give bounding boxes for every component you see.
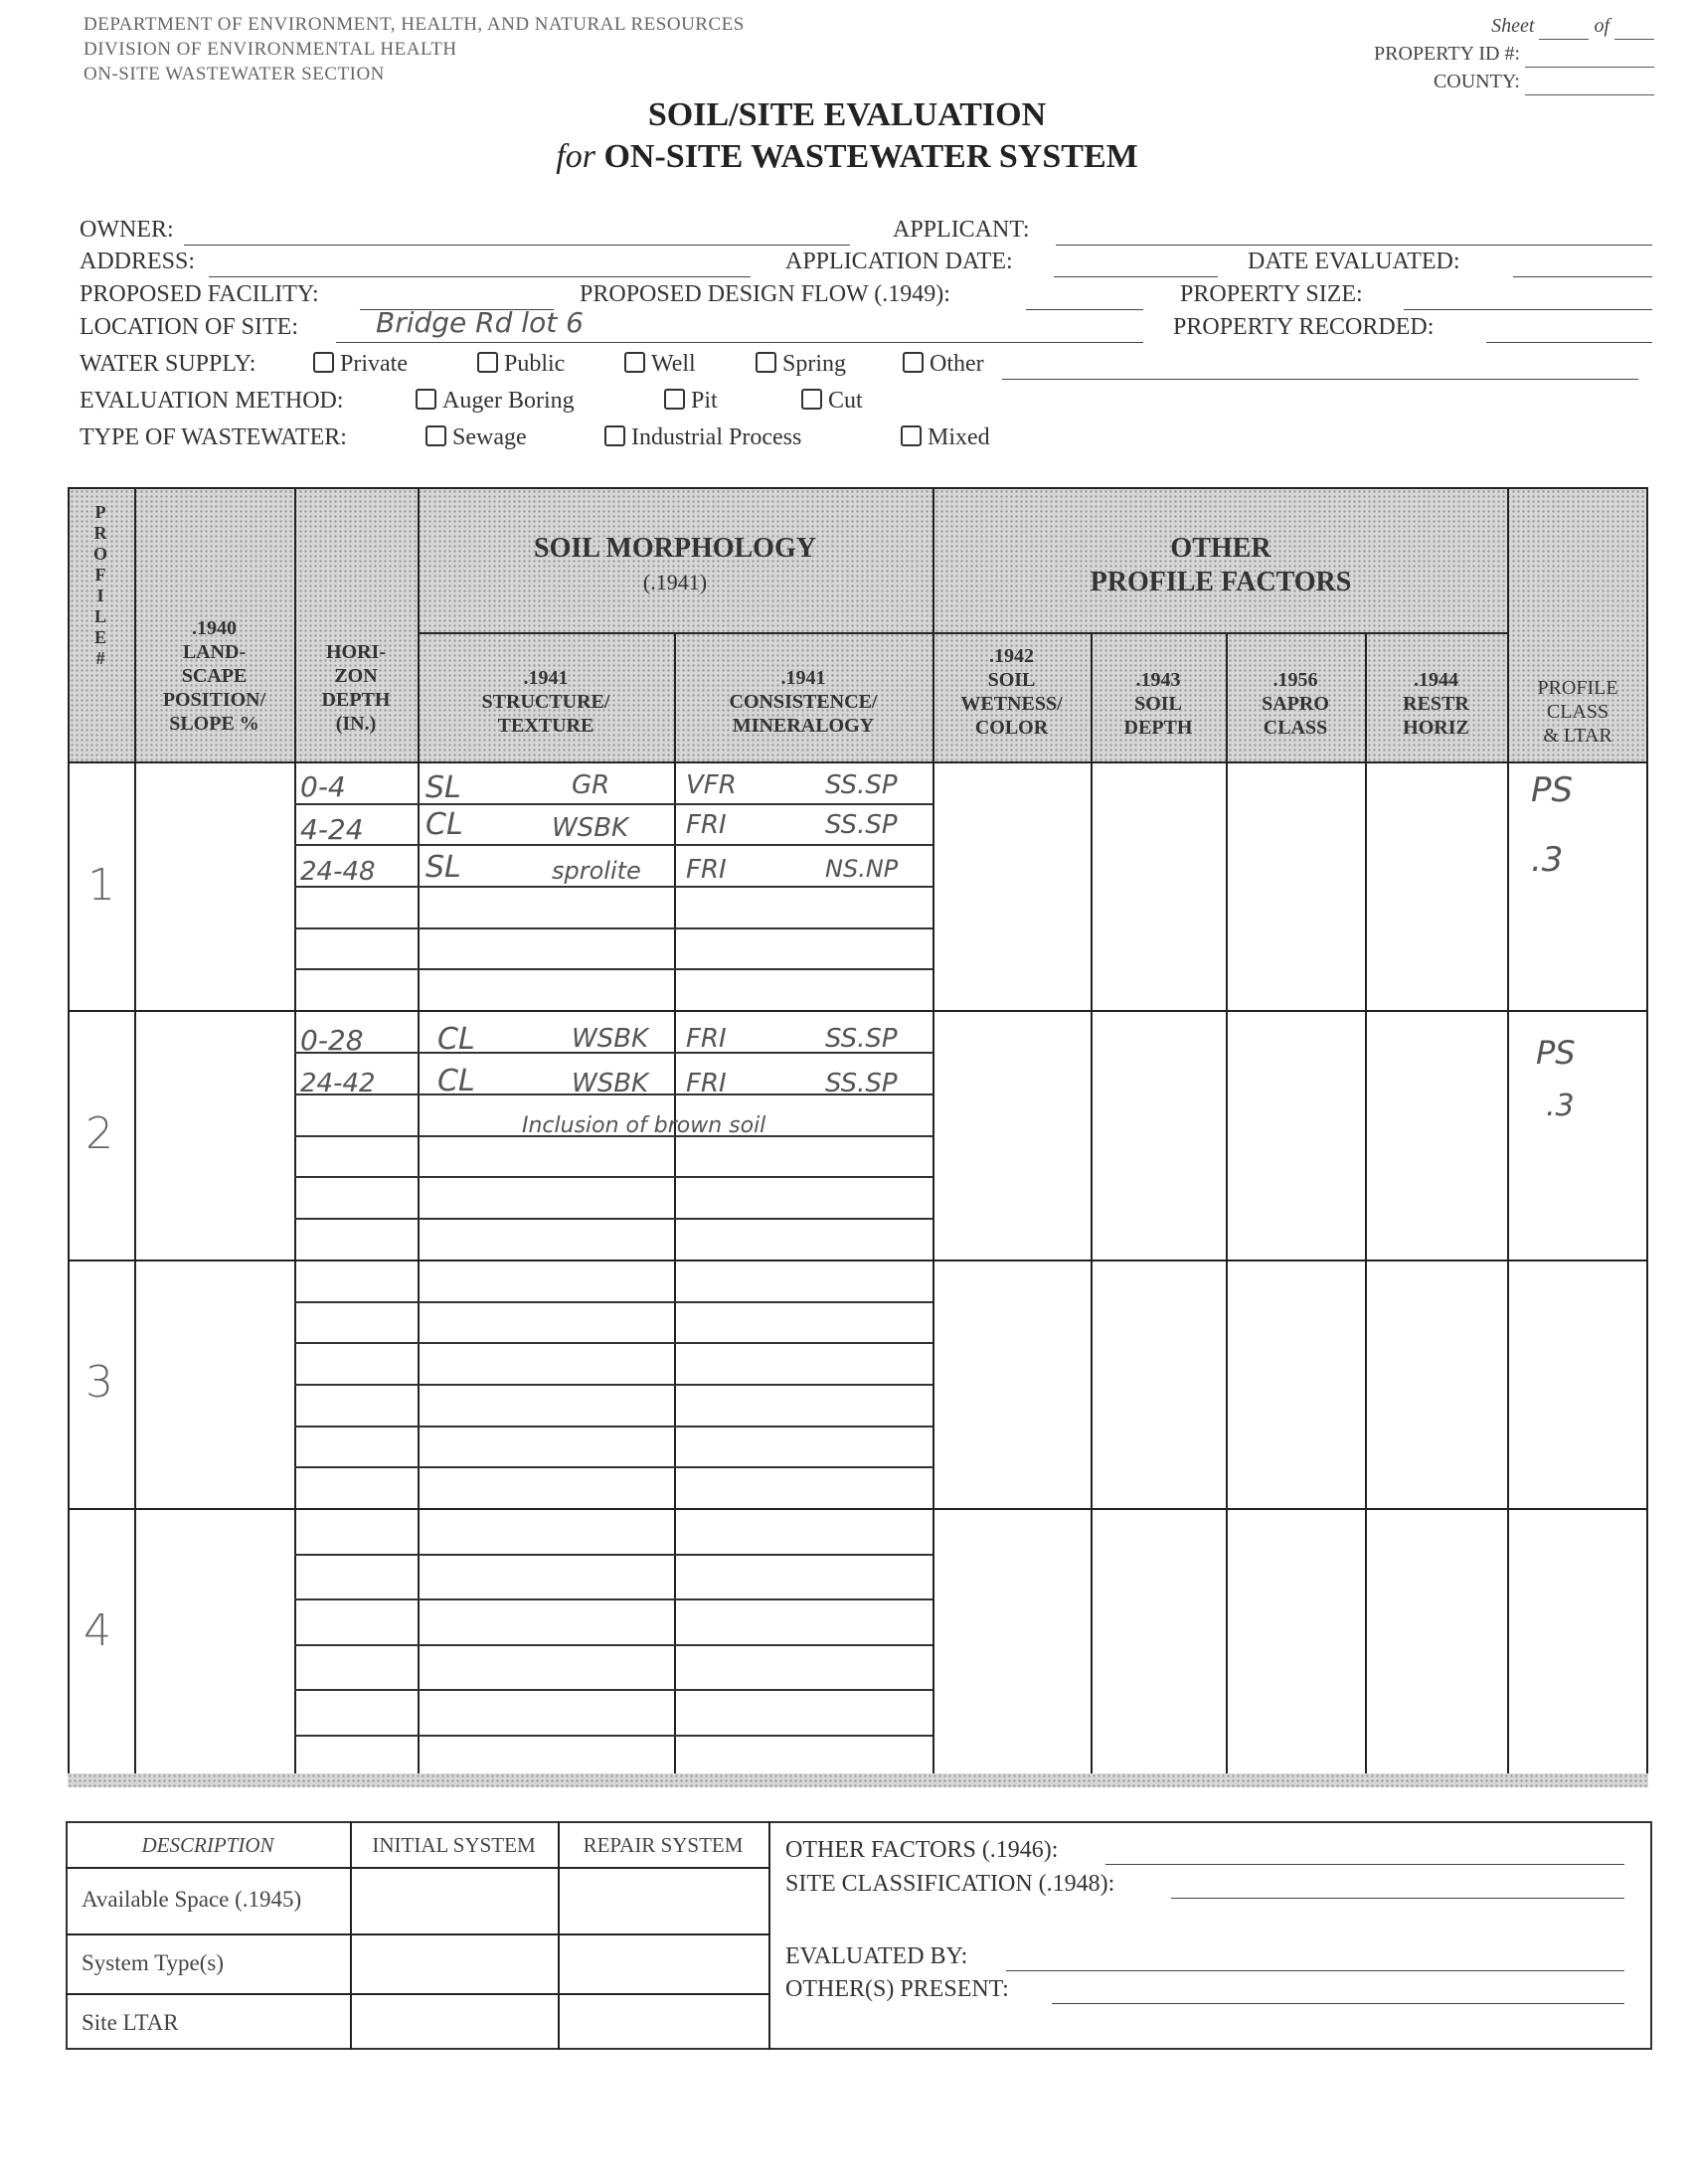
p1-r1-depth: 0-4: [300, 770, 346, 803]
title-for: for: [556, 138, 595, 175]
form-title: [0, 94, 1694, 178]
consistence-header: .1941 CONSISTENCE/ MINERALOGY: [729, 667, 878, 737]
location-value: Bridge Rd lot 6: [376, 306, 584, 339]
application-date-label: APPLICATION DATE:: [785, 249, 1013, 274]
p1-r3-texture: sprolite: [552, 857, 641, 885]
applicant-field[interactable]: [1056, 245, 1652, 246]
p1-r3-mineralogy: NS.NP: [825, 855, 899, 883]
horizon-row-line: [294, 1689, 932, 1691]
owner-field[interactable]: [184, 245, 850, 246]
p2-r2-texture: WSBK: [572, 1069, 649, 1098]
profile-number-2: 2: [85, 1108, 113, 1159]
checkbox-icon[interactable]: [664, 389, 685, 410]
evaluation-method-label: EVALUATION METHOD:: [80, 388, 344, 414]
p2-r2-consistence: FRI: [686, 1069, 727, 1098]
wastewater-option-mixed[interactable]: Mixed: [901, 424, 990, 451]
water-other-field[interactable]: [1002, 379, 1638, 380]
address-field[interactable]: [209, 276, 751, 277]
others-present-label: OTHER(S) PRESENT:: [785, 1976, 1009, 2002]
wastewater-option-industrial[interactable]: Industrial Process: [604, 424, 801, 451]
horizon-row-line: [294, 1598, 932, 1600]
others-present-field[interactable]: [1052, 2003, 1624, 2004]
checkbox-icon[interactable]: [604, 425, 625, 446]
profile-number-1: 1: [87, 860, 115, 911]
sheet-label: Sheet: [1491, 15, 1535, 37]
p2-r1-depth: 0-28: [300, 1024, 364, 1057]
checkbox-icon[interactable]: [801, 389, 822, 410]
county-label: COUNTY:: [1433, 71, 1520, 92]
horizon-row-line: [294, 1735, 932, 1737]
site-classification-field[interactable]: [1171, 1898, 1624, 1899]
eval-option-pit[interactable]: Pit: [664, 388, 718, 415]
other-factors-field[interactable]: [1105, 1864, 1624, 1865]
horizon-row-line: [294, 1466, 932, 1468]
p1-r2-depth: 4-24: [300, 813, 364, 846]
p1-r1-consistence: VFR: [686, 770, 737, 800]
p1-r3-consistence: FRI: [686, 855, 727, 885]
water-option-other[interactable]: Other: [903, 351, 984, 378]
water-option-private[interactable]: Private: [313, 351, 408, 378]
profile-number-3: 3: [85, 1357, 113, 1408]
horizon-row-line: [294, 1301, 932, 1303]
checkbox-icon[interactable]: [313, 352, 334, 373]
p1-r3-depth: 24-48: [300, 857, 376, 887]
date-evaluated-label: DATE EVALUATED:: [1248, 249, 1460, 274]
p2-class: PS: [1536, 1034, 1576, 1072]
p1-r1-texture: GR: [572, 770, 610, 800]
wetness-color-header: .1942 SOIL WETNESS/ COLOR: [960, 645, 1063, 739]
design-flow-label: PROPOSED DESIGN FLOW (.1949):: [580, 281, 950, 307]
location-label: LOCATION OF SITE:: [80, 314, 298, 340]
checkbox-icon[interactable]: [624, 352, 645, 373]
checkbox-icon[interactable]: [477, 352, 498, 373]
p2-note: Inclusion of brown soil: [522, 1113, 766, 1138]
p1-r2-texture: WSBK: [552, 813, 629, 843]
horizon-row-line: [294, 1426, 932, 1428]
horizon-row-line: [294, 1218, 932, 1220]
other-profile-factors-header: OTHER PROFILE FACTORS: [1090, 533, 1352, 597]
profile-number-header: P R O F I L E #: [92, 502, 107, 668]
horizon-row-line: [294, 886, 932, 888]
profile-class-header: PROFILE CLASS & LTAR: [1537, 677, 1618, 747]
p2-r1-consistence: FRI: [686, 1024, 727, 1054]
horizon-depth-header: HORI- ZON DEPTH (IN.): [321, 641, 391, 735]
checkbox-icon[interactable]: [416, 389, 436, 410]
address-label: ADDRESS:: [80, 249, 196, 274]
soil-depth-header: .1943 SOIL DEPTH: [1123, 669, 1193, 739]
of-label: of: [1594, 15, 1609, 37]
water-supply-label: WATER SUPPLY:: [80, 351, 256, 377]
horizon-row-line: [294, 968, 932, 970]
property-recorded-field[interactable]: [1486, 342, 1652, 343]
site-classification-label: SITE CLASSIFICATION (.1948):: [785, 1871, 1115, 1897]
proposed-facility-label: PROPOSED FACILITY:: [80, 281, 319, 307]
p2-r2-mineralogy: SS.SP: [825, 1069, 898, 1098]
horizon-row-line: [294, 927, 932, 929]
applicant-label: APPLICANT:: [893, 217, 1030, 243]
title-line2: ON-SITE WASTEWATER SYSTEM: [603, 138, 1138, 175]
eval-option-cut[interactable]: Cut: [801, 388, 863, 415]
p2-r2-depth: 24-42: [300, 1069, 376, 1098]
p1-r2-mineralogy: SS.SP: [825, 810, 898, 840]
p2-r1-mineralogy: SS.SP: [825, 1024, 898, 1054]
p2-r2-structure: CL: [437, 1064, 475, 1098]
sheet-info: [1374, 12, 1654, 95]
soil-morphology-header: SOIL MORPHOLOGY (.1941): [534, 533, 816, 594]
horizon-row-line: [294, 1342, 932, 1344]
p1-r3-structure: SL: [425, 850, 461, 885]
p2-r1-texture: WSBK: [572, 1024, 649, 1054]
system-type-label: System Type(s): [82, 1950, 224, 1975]
horizon-row-line: [294, 1644, 932, 1646]
checkbox-icon[interactable]: [903, 352, 924, 373]
wastewater-type-label: TYPE OF WASTEWATER:: [80, 424, 347, 450]
application-date-field[interactable]: [1054, 276, 1218, 277]
checkbox-icon[interactable]: [756, 352, 776, 373]
sapro-class-header: .1956 SAPRO CLASS: [1262, 669, 1329, 739]
eval-option-auger[interactable]: Auger Boring: [416, 388, 575, 415]
property-id-label: PROPERTY ID #:: [1374, 43, 1520, 65]
p1-r1-mineralogy: SS.SP: [825, 770, 898, 800]
horizon-row-line: [294, 803, 932, 805]
horizon-row-line: [294, 1384, 932, 1386]
p1-r2-consistence: FRI: [686, 810, 727, 840]
division-name: DIVISION OF ENVIRONMENTAL HEALTH: [84, 39, 457, 60]
p2-ltar: .3: [1546, 1089, 1575, 1123]
p1-ltar: .3: [1531, 840, 1564, 880]
design-flow-field[interactable]: [1026, 309, 1143, 310]
p1-r1-structure: SL: [425, 770, 461, 805]
description-header: DESCRIPTION: [141, 1833, 274, 1857]
date-evaluated-field[interactable]: [1513, 276, 1652, 277]
property-size-field[interactable]: [1404, 309, 1652, 310]
evaluated-by-label: EVALUATED BY:: [785, 1943, 968, 1969]
p1-class: PS: [1531, 770, 1574, 810]
water-option-spring[interactable]: Spring: [756, 351, 846, 378]
table-bottom-band: [68, 1773, 1648, 1787]
structure-texture-header: .1941 STRUCTURE/ TEXTURE: [481, 667, 610, 737]
department-header: [84, 12, 745, 86]
section-name: ON-SITE WASTEWATER SECTION: [84, 64, 385, 84]
initial-system-header: INITIAL SYSTEM: [372, 1833, 536, 1857]
checkbox-icon[interactable]: [901, 425, 922, 446]
other-factors-label: OTHER FACTORS (.1946):: [785, 1837, 1059, 1863]
evaluated-by-field[interactable]: [1006, 1970, 1624, 1971]
site-ltar-label: Site LTAR: [82, 2010, 179, 2035]
checkbox-icon[interactable]: [425, 425, 446, 446]
water-option-well[interactable]: Well: [624, 351, 696, 378]
water-option-public[interactable]: Public: [477, 351, 565, 378]
department-name: DEPARTMENT OF ENVIRONMENT, HEALTH, AND NATURAL RESOURCES: [84, 14, 745, 35]
wastewater-option-sewage[interactable]: Sewage: [425, 424, 527, 451]
horizon-row-line: [294, 844, 932, 846]
title-line1: SOIL/SITE EVALUATION: [647, 96, 1047, 133]
horizon-row-line: [294, 1176, 932, 1178]
property-size-label: PROPERTY SIZE:: [1180, 281, 1363, 307]
landscape-header: .1940 LAND- SCAPE POSITION/ SLOPE %: [162, 617, 266, 735]
restr-horiz-header: .1944 RESTR HORIZ: [1403, 669, 1469, 739]
profile-number-4: 4: [84, 1605, 111, 1656]
location-field[interactable]: [336, 342, 1143, 343]
horizon-row-line: [294, 1554, 932, 1556]
p2-r1-structure: CL: [437, 1022, 475, 1057]
owner-label: OWNER:: [80, 217, 174, 243]
available-space-label: Available Space (.1945): [82, 1887, 302, 1912]
property-recorded-label: PROPERTY RECORDED:: [1173, 314, 1435, 340]
p1-r2-structure: CL: [425, 807, 463, 842]
repair-system-header: REPAIR SYSTEM: [583, 1833, 744, 1857]
